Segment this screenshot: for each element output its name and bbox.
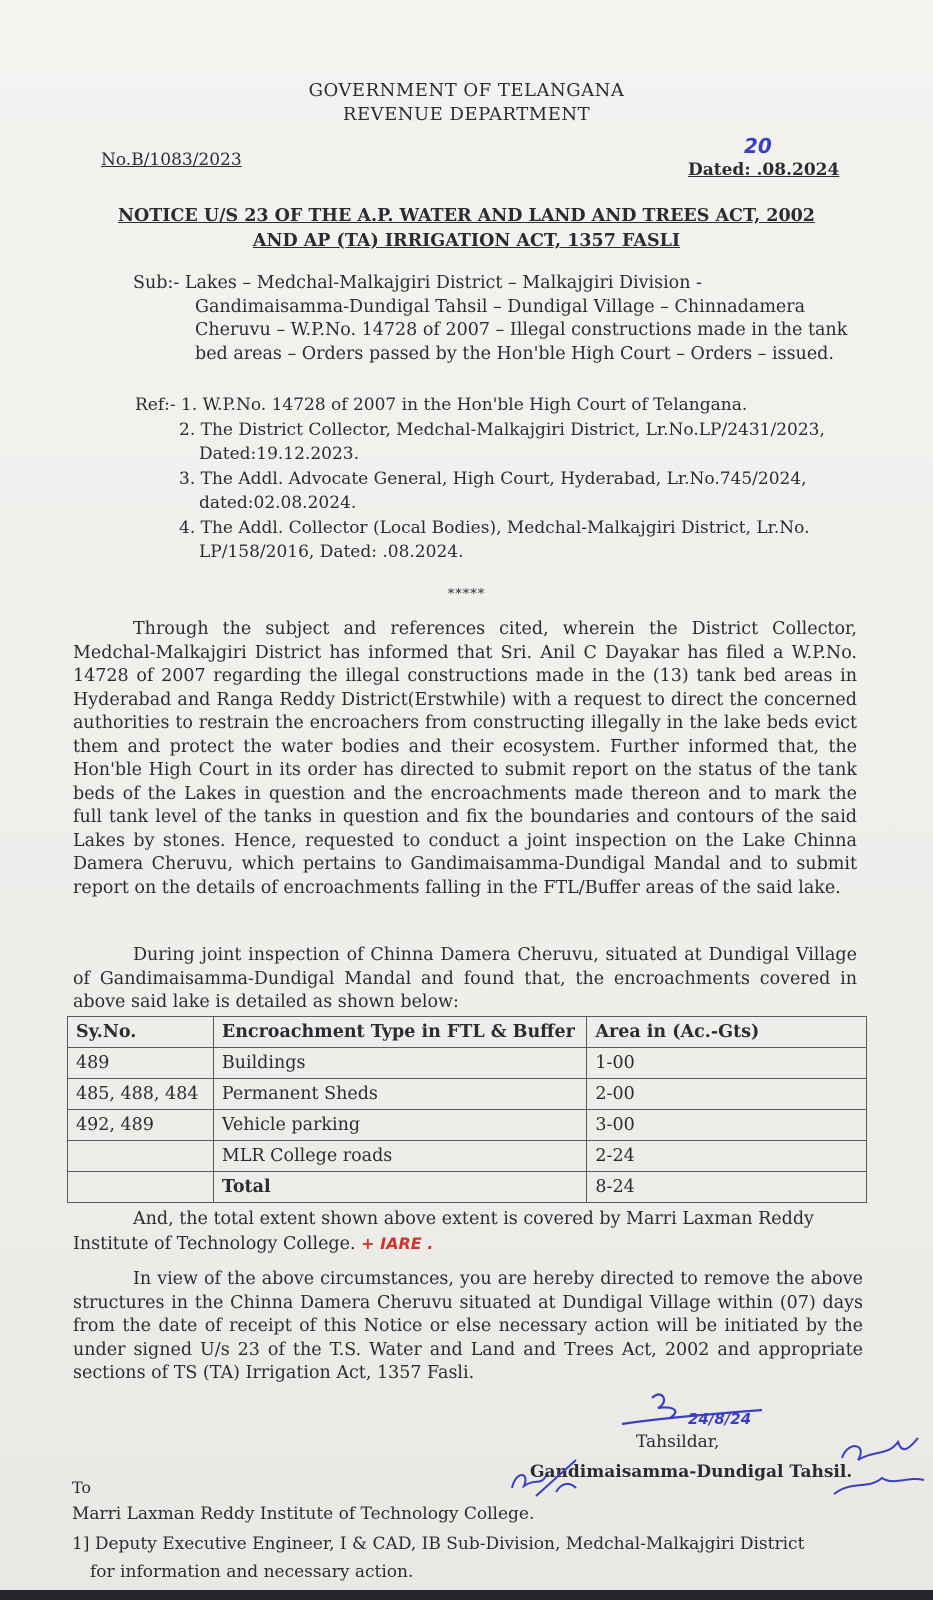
- signatory-designation: Tahsildar,: [636, 1432, 720, 1452]
- notice-title-line2: AND AP (TA) IRRIGATION ACT, 1357 FASLI: [252, 231, 681, 251]
- separator-stars: *****: [447, 587, 486, 602]
- table-cell: MLR College roads: [213, 1141, 587, 1172]
- recipient-line: for information and necessary action.: [90, 1562, 414, 1582]
- table-row: [68, 1048, 867, 1079]
- paragraph-text: During joint inspection of Chinna Damera Cheruvu, situated at Dundigal Village of Gandimaisamma-Dundigal Mandal and found that, the encroachments covered in above said lake is detailed as shown below:: [73, 945, 857, 1012]
- subject-line: bed areas – Orders passed by the Hon'ble High Court – Orders – issued.: [195, 343, 834, 364]
- table-cell: 485, 488, 484: [68, 1079, 214, 1110]
- column-header: Area in (Ac.-Gts): [587, 1017, 867, 1048]
- paragraph-text: Through the subject and references cited, wherein the District Collector, Medchal-Malkajgiri District has informed that Sri. Anil C Dayakar has filed a W.P.No. 14728 of 2007 regarding the illegal constructions made in the (13) tank bed areas in Hyderabad and Ranga Reddy District(Erstwhile) with a request to direct the concerned authorities to restrain the encroachers from constructing illegally in the lake beds evict them and protect the water bodies and their ecosystem. Further informed that, the Hon'ble High Court in its order has directed to submit report on the status of the tank beds of the Lakes in question and the encroachments made thereon and to mark the full tank level of the tanks in question and fix the boundaries and contours of the said Lakes by stones. Hence, requested to conduct a joint inspection on the Lake Chinna Damera Cheruvu, which pertains to Gandimaisamma-Dundigal Mandal and to submit report on the details of encroachments falling in the FTL/Buffer areas of the said lake.: [73, 619, 857, 898]
- table-row: [68, 1110, 867, 1141]
- handwritten-note: + IARE .: [361, 1233, 434, 1253]
- table-cell: 489: [68, 1048, 214, 1079]
- subject-line: Gandimaisamma-Dundigal Tahsil – Dundigal Village – Chinnadamera: [195, 296, 806, 317]
- table-cell: 2-24: [587, 1141, 867, 1172]
- handwritten-date-day: 20: [744, 134, 772, 158]
- reference-number: No.B/1083/2023: [101, 150, 242, 170]
- table-cell: 3-00: [587, 1110, 867, 1141]
- table-cell: Permanent Sheds: [213, 1079, 587, 1110]
- table-cell: Buildings: [213, 1048, 587, 1079]
- government-title: GOVERNMENT OF TELANGANA: [308, 80, 625, 101]
- table-row: [68, 1079, 867, 1110]
- body-paragraph-1: [73, 618, 857, 900]
- table-cell: [68, 1141, 214, 1172]
- reference-line: 4. The Addl. Collector (Local Bodies), Medchal-Malkajgiri District, Lr.No.: [179, 517, 810, 538]
- column-header: Encroachment Type in FTL & Buffer: [213, 1017, 587, 1048]
- reference-line: LP/158/2016, Dated: .08.2024.: [199, 542, 464, 562]
- table-total-value: 8-24: [587, 1172, 867, 1203]
- paragraph-text: And, the total extent shown above extent is covered by Marri Laxman Reddy Institute of Technology College.: [73, 1209, 814, 1254]
- table-cell: [68, 1172, 214, 1203]
- subject-line: Cheruvu – W.P.No. 14728 of 2007 – Illegal constructions made in the tank: [195, 320, 848, 340]
- body-paragraph-4: [73, 1268, 863, 1386]
- table-total-row: [68, 1172, 867, 1203]
- receipt-signature-icon: [828, 1430, 928, 1510]
- scan-edge-shadow: [0, 1590, 933, 1600]
- body-paragraph-3: [73, 1208, 863, 1256]
- subject-block: [133, 272, 847, 366]
- reference-line: 2. The District Collector, Medchal-Malkajgiri District, Lr.No.LP/2431/2023,: [179, 419, 825, 440]
- initials-signature-icon: [506, 1452, 586, 1502]
- column-header: Sy.No.: [68, 1017, 214, 1048]
- reference-line: 3. The Addl. Advocate General, High Court, Hyderabad, Lr.No.745/2024,: [179, 468, 807, 489]
- references-block: [135, 393, 825, 565]
- table-row: [68, 1141, 867, 1172]
- paragraph-text: In view of the above circumstances, you are hereby directed to remove the above structures in the Chinna Damera Cheruvu situated at Dundigal Village within (07) days from the date of receipt of this Notice or else necessary action will be initiated by the under signed U/s 23 of the T.S. Water and Land and Trees Act, 2002 and appropriate sections of TS (TA) Irrigation Act, 1357 Fasli.: [73, 1269, 863, 1383]
- body-paragraph-2: [73, 944, 857, 1015]
- table-cell: Vehicle parking: [213, 1110, 587, 1141]
- handwritten-signature-date: 24/8/24: [688, 1410, 752, 1428]
- table-cell: 492, 489: [68, 1110, 214, 1141]
- table-cell: 2-00: [587, 1079, 867, 1110]
- dated-line: Dated: .08.2024: [688, 160, 840, 180]
- encroachment-table: [67, 1016, 867, 1203]
- signatory-office: Gandimaisamma-Dundigal Tahsil.: [530, 1462, 853, 1482]
- reference-line: dated:02.08.2024.: [199, 493, 357, 513]
- table-header-row: [68, 1017, 867, 1048]
- recipient-line: Marri Laxman Reddy Institute of Technology College.: [72, 1504, 535, 1524]
- department-title: REVENUE DEPARTMENT: [342, 104, 591, 125]
- table-cell: 1-00: [587, 1048, 867, 1079]
- to-label: To: [72, 1478, 92, 1497]
- recipient-line: 1] Deputy Executive Engineer, I & CAD, IB Sub-Division, Medchal-Malkajgiri District: [72, 1534, 805, 1554]
- reference-line: Dated:19.12.2023.: [199, 444, 360, 464]
- table-total-label: Total: [213, 1172, 587, 1203]
- reference-line: Ref:- 1. W.P.No. 14728 of 2007 in the Hon'ble High Court of Telangana.: [135, 395, 748, 415]
- subject-line: Sub:- Lakes – Medchal-Malkajgiri District – Malkajgiri Division -: [133, 273, 702, 293]
- notice-title-line1: NOTICE U/S 23 OF THE A.P. WATER AND LAND AND TREES ACT, 2002: [118, 206, 815, 226]
